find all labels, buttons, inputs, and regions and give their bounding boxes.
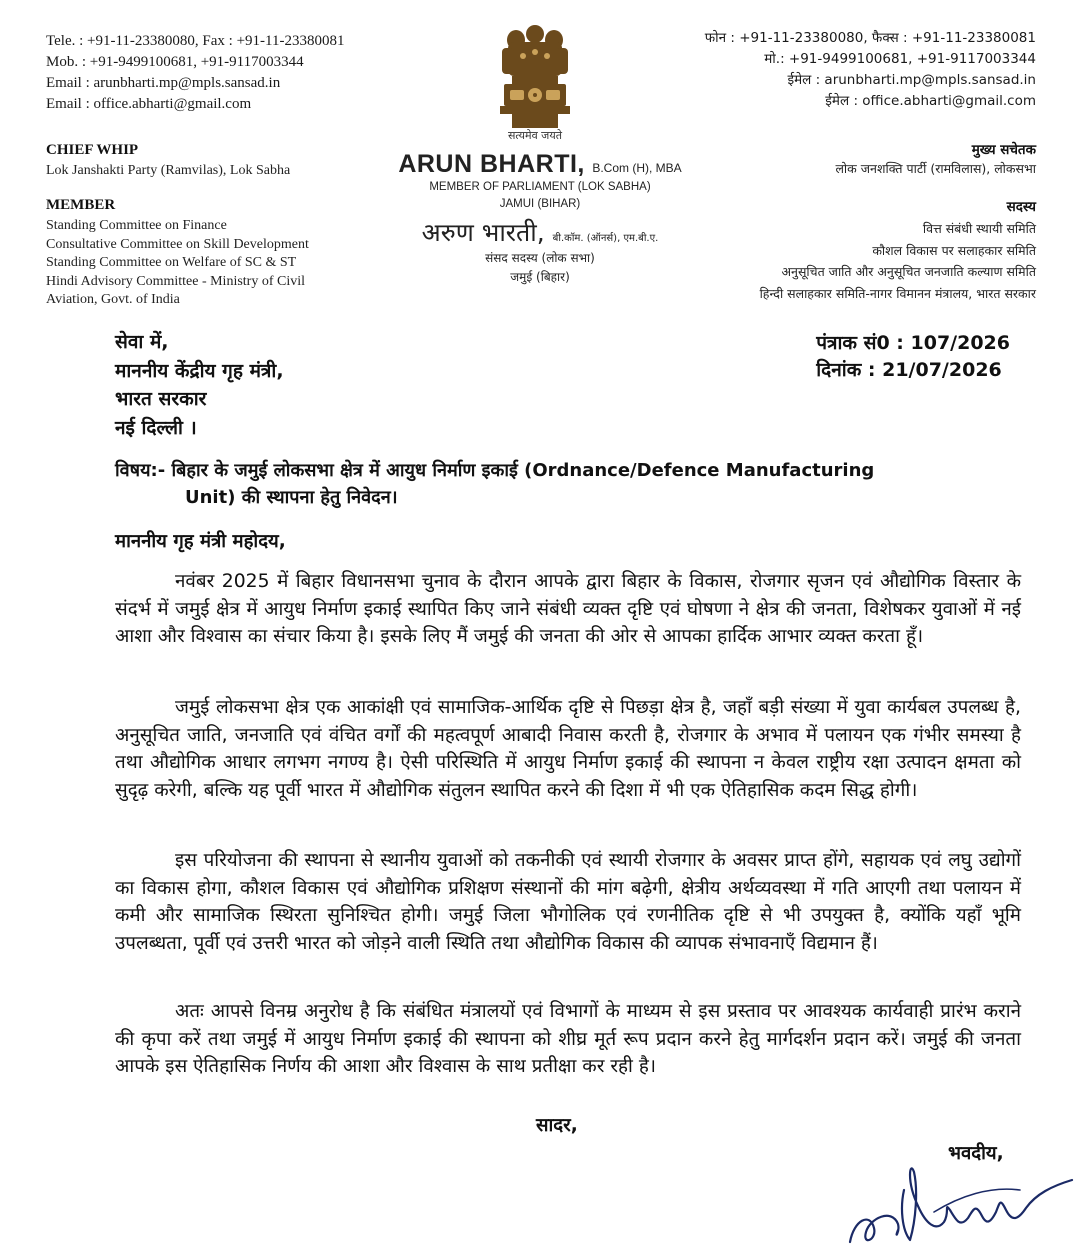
mp-designation-english: MEMBER OF PARLIAMENT (LOK SABHA): [429, 181, 651, 193]
addressee-line: नई दिल्ली ।: [115, 416, 197, 439]
chief-whip-heading-hindi: मुख्य सचेतक: [971, 142, 1036, 158]
closing-text: सादर,: [536, 1115, 578, 1136]
body-paragraph: जमुई लोकसभा क्षेत्र एक आकांक्षी एवं सामाजिक-आर्थिक दृष्टि से पिछड़ा क्षेत्र है, जहाँ बड़ी संख्या में युवा कार्यबल उपलब्ध है, अनुसूचित जाति, जनजाति एवं वंचित वर्गों की महत्वपूर्ण आबादी निवास करती है, रोजगार के अभाव में पलायन एक गंभीर समस्या है तथा औद्योगिक आधार लगभग नगण्य है। ऐसी परिस्थिति में आयुध निर्माण इकाई की स्थापना न केवल राष्ट्रीय रक्षा उत्पादन क्षमता को सुदृढ़ करेगी, बल्कि यह पूर्वी भारत में औद्योगिक संतुलन स्थापित करने की दिशा में भी एक ऐतिहासिक कदम सिद्ध होगी।: [115, 697, 1021, 801]
addressee-block: [115, 328, 284, 442]
member-heading: MEMBER: [46, 197, 116, 213]
mp-name-english-text: ARUN BHARTI,: [398, 150, 585, 178]
letter-date: दिनांक : 21/07/2026: [816, 359, 1002, 381]
mp-constituency-english: JAMUI (BIHAR): [499, 198, 581, 210]
subject-line-2: Unit) की स्थापना हेतु निवेदन।: [185, 487, 398, 508]
addressee-line: माननीय केंद्रीय गृह मंत्री,: [115, 359, 284, 382]
mp-name-hindi-text: अरुण भारती,: [421, 218, 545, 247]
member-committee-list-hindi: [760, 218, 1036, 304]
chief-whip-party: Lok Janshakti Party (Ramvilas), Lok Sabha: [46, 163, 291, 178]
subject-label: विषय:-: [115, 460, 166, 481]
contact-phone-fax-hindi: फोन : +91-11-23380080, फैक्स : +91-11-23380081: [704, 30, 1036, 46]
member-committee-item: Aviation, Govt. of India: [46, 292, 180, 307]
national-emblem-icon: [490, 20, 580, 132]
member-committee-item: Hindi Advisory Committee - Ministry of Civil: [46, 273, 305, 289]
addressee-line: सेवा में,: [115, 331, 169, 353]
addressee-line: भारत सरकार: [115, 388, 207, 410]
contact-block-hindi: [705, 28, 1036, 112]
mp-identity-block: [370, 150, 710, 287]
mp-constituency-hindi: जमुई (बिहार): [510, 270, 570, 284]
member-committee-item-hindi: अनुसूचित जाति और अनुसूचित जनजाति कल्याण समिति: [781, 264, 1036, 279]
mp-designation-hindi: संसद सदस्य (लोक सभा): [485, 251, 595, 265]
contact-block-english: [46, 31, 344, 115]
mp-name-english: [370, 150, 710, 179]
emblem-motto: सत्यमेव जयते: [507, 129, 562, 142]
reference-number: पंत्राक सं0 : 107/2026: [816, 332, 1010, 354]
mp-name-hindi: [370, 215, 710, 249]
member-committee-item: Standing Committee on Welfare of SC & ST: [46, 255, 297, 270]
contact-mobile: Mob. : +91-9499100681, +91-9117003344: [46, 54, 304, 70]
member-committee-item-hindi: वित्त संबंधी स्थायी समिति: [922, 221, 1036, 236]
member-committee-list: [46, 217, 309, 310]
signature-icon: [840, 1150, 1080, 1247]
subject-block: [115, 457, 1020, 511]
reference-block: [816, 330, 1010, 384]
mp-qualification-hindi: बी.कॉम. (ऑनर्स), एम.बी.ए.: [552, 233, 659, 244]
subject-line-1: बिहार के जमुई लोकसभा क्षेत्र में आयुध निर्माण इकाई (Ordnance/Defence Manufacturing: [171, 460, 875, 481]
member-committee-item: Consultative Committee on Skill Development: [46, 236, 309, 252]
contact-email-office: Email : office.abharti@gmail.com: [46, 96, 252, 112]
mp-qualification-english: B.Com (H), MBA: [592, 161, 682, 175]
chief-whip-heading: CHIEF WHIP: [46, 142, 139, 158]
contact-mobile-hindi: मो.: +91-9499100681, +91-9117003344: [764, 51, 1036, 67]
body-paragraph: नवंबर 2025 में बिहार विधानसभा चुनाव के दौरान आपके द्वारा बिहार के विकास, रोजगार सृजन एवं औद्योगिक विस्तार के संदर्भ में जमुई क्षेत्र में आयुध निर्माण इकाई स्थापित किए जाने संबंधी व्यक्त दृष्टि एवं घोषणा ने क्षेत्र की जनता, विशेषकर युवाओं में नई आशा और विश्वास का संचार किया है। इसके लिए मैं जमुई की जनता की ओर से आपका हार्दिक आभार व्यक्त करता हूँ।: [115, 571, 1021, 648]
valediction-text: भवदीय,: [948, 1143, 1004, 1164]
member-heading-hindi: सदस्य: [1006, 199, 1036, 215]
salutation: माननीय गृह मंत्री महोदय,: [115, 531, 286, 552]
chief-whip-party-hindi: लोक जनशक्ति पार्टी (रामविलास), लोकसभा: [835, 161, 1036, 176]
member-committee-item: Standing Committee on Finance: [46, 218, 227, 233]
member-committee-item-hindi: हिन्दी सलाहकार समिति-नागर विमानन मंत्रालय, भारत सरकार: [759, 285, 1036, 301]
contact-email-office-hindi: ईमेल : office.abharti@gmail.com: [825, 93, 1036, 109]
body-paragraph: अतः आपसे विनम्र अनुरोध है कि संबंधित मंत्रालयों एवं विभागों के माध्यम से इस प्रस्ताव पर आवश्यक कार्यवाही प्रारंभ कराने की कृपा करें तथा जमुई में आयुध निर्माण इकाई की स्थापना को शीघ्र मूर्त रूप प्रदान करने हेतु मार्गदर्शन प्रदान करें। जमुई की जनता आपके इस ऐतिहासिक निर्णय की आशा और विश्वास के साथ प्रतीक्षा कर रही है।: [115, 1001, 1021, 1078]
contact-email-official: Email : arunbharti.mp@mpls.sansad.in: [46, 75, 281, 91]
contact-phone-fax: Tele. : +91-11-23380080, Fax : +91-11-23380081: [46, 33, 345, 49]
body-paragraph: इस परियोजना की स्थापना से स्थानीय युवाओं को तकनीकी एवं स्थायी रोजगार के अवसर प्राप्त होंगे, सहायक एवं लघु उद्योगों का विकास होगा, कौशल विकास एवं औद्योगिक प्रशिक्षण संस्थानों की मांग बढ़ेगी, क्षेत्रीय अर्थव्यवस्था में गति आएगी तथा पलायन में कमी और सामाजिक स्थिरता सुनिश्चित होगी। जमुई जिला भौगोलिक एवं रणनीतिक दृष्टि से भी उपयुक्त है, क्योंकि यहाँ भूमि उपलब्धता, पूर्वी एवं उत्तरी भारत को जोड़ने वाली स्थिति तथा औद्योगिक विकास की व्यापक संभावनाएँ विद्यमान हैं।: [115, 850, 1021, 954]
contact-email-official-hindi: ईमेल : arunbharti.mp@mpls.sansad.in: [787, 72, 1036, 88]
member-committee-item-hindi: कौशल विकास पर सलाहकार समिति: [872, 242, 1036, 258]
